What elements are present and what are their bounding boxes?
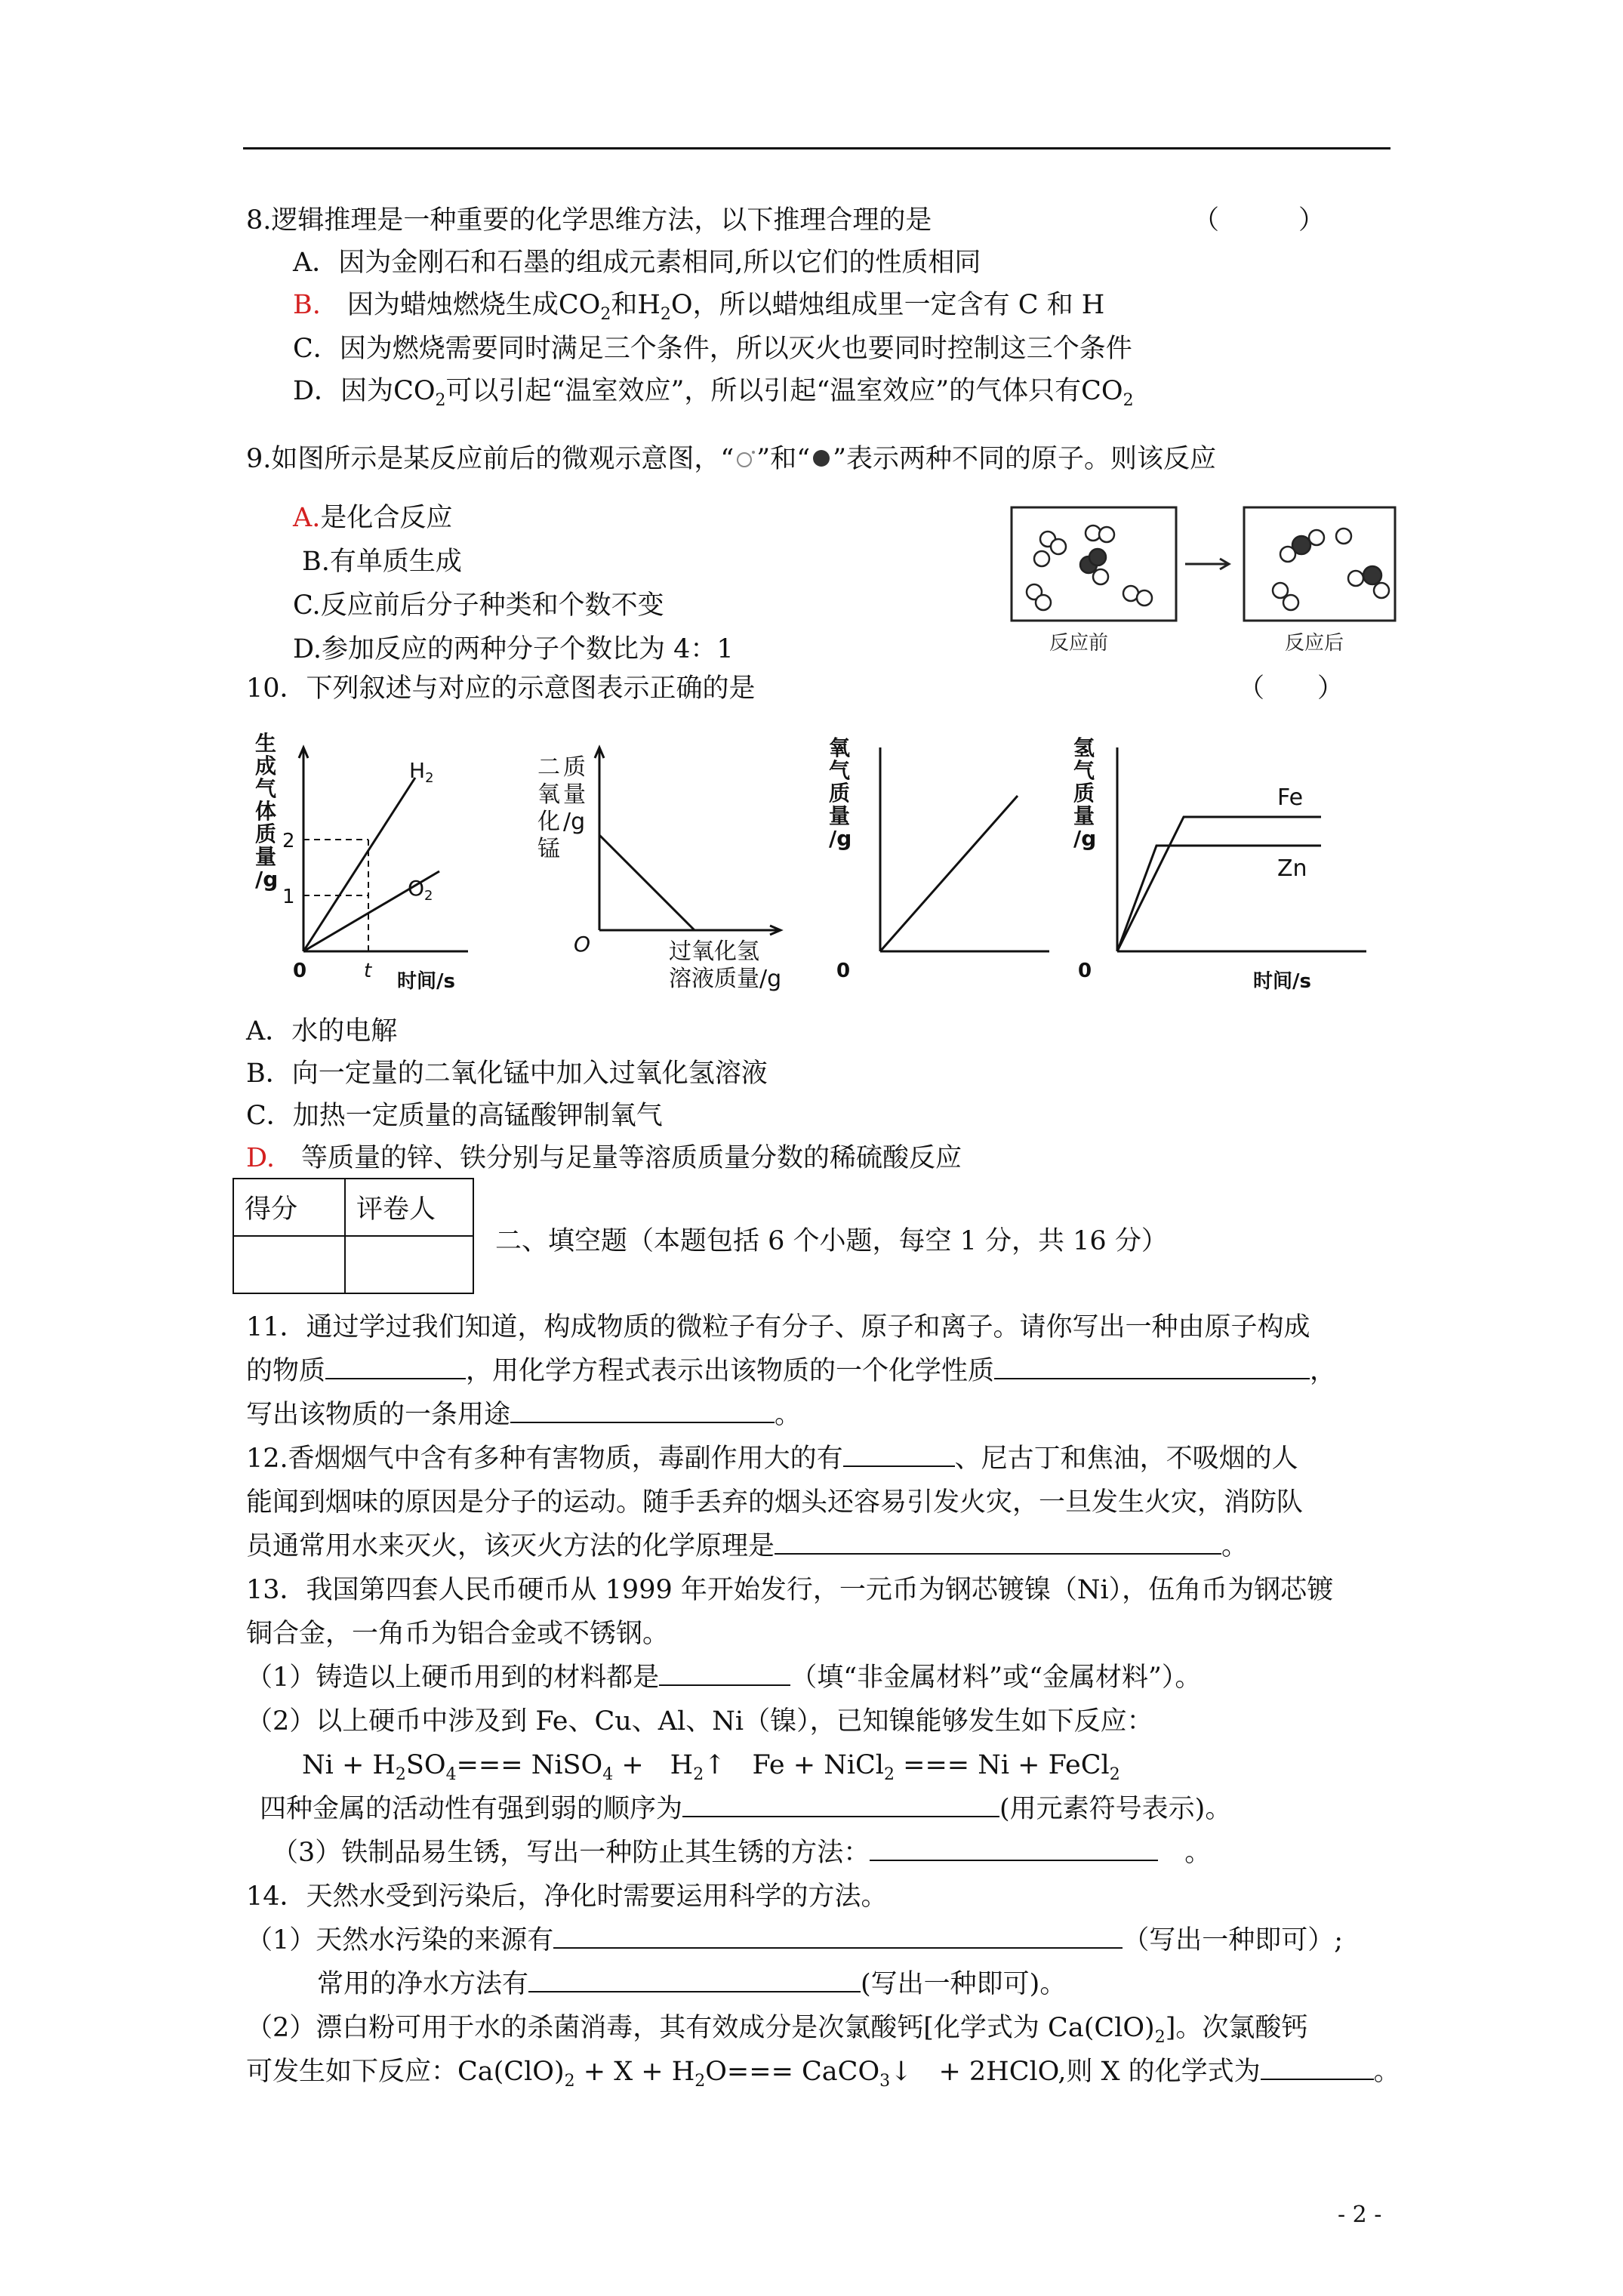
q14-part-2b: 可发生如下反应：$Ca(ClO)_2 + X + H_2O===$ CaCO$_3$↓ + 2HClO,则 X 的化学式为 。 — [246, 2057, 1400, 2091]
q11-line-2: 的物质 ，用化学方程式表示出该物质的一个化学性质 ， — [246, 1356, 1337, 1386]
graph-b-ylabel-1: 二 — [537, 754, 560, 781]
graph-a-ylabel: 生成气体质量/g — [255, 731, 279, 892]
score-header: 得分 — [233, 1179, 345, 1236]
q11-blank-use[interactable] — [510, 1399, 775, 1423]
black-atom-icon — [810, 448, 833, 470]
reaction-diagram — [1004, 498, 1412, 657]
graph-a-t-label: t — [364, 960, 372, 982]
q12-blank-harmful[interactable] — [843, 1443, 955, 1467]
q11-blank-substance[interactable] — [325, 1355, 466, 1379]
label-after: 反应后 — [1285, 632, 1344, 655]
graph-b-xlabel-2: 溶液质量/g — [669, 966, 782, 992]
graph-b-line — [599, 835, 694, 930]
q10-option-b: B．向一定量的二氧化锰中加入过氧化氢溶液 — [246, 1059, 768, 1089]
graph-d-zn-label: Zn — [1277, 855, 1307, 882]
graph-b-xlabel-1: 过氧化氢 — [669, 938, 759, 965]
graph-b-ylabel-6: 量 — [563, 781, 586, 808]
graph-b-ylabel-2: 氧 — [537, 781, 560, 808]
grader-header: 评卷人 — [345, 1179, 473, 1236]
graph-d-ylabel: 氢气质量/g — [1073, 735, 1097, 851]
q9-option-d: D.参加反应的两种分子个数比为 4：1 — [293, 634, 734, 664]
graph-d-hydrogen — [1072, 725, 1404, 997]
q13-part-2: （2）以上硬币中涉及到 Fe、Cu、Al、Ni（镍），已知镍能够发生如下反应： — [246, 1706, 1153, 1737]
graph-a-water-electrolysis — [249, 725, 476, 997]
graph-a-xlabel: 时间/s — [397, 970, 455, 993]
score-cell[interactable] — [233, 1236, 345, 1293]
q14-part-2: （2）漂白粉可用于水的杀菌消毒，其有效成分是次氯酸钙[化学式为 $Ca(ClO)_2$]。次氯酸钙 — [246, 2013, 1308, 2047]
q13-line-1: 13．我国第四套人民币硬币从 1999 年开始发行，一元币为钢芯镀镍（Ni），伍角币为钢芯镀 — [246, 1575, 1334, 1605]
graph-a-tick-1: 1 — [282, 886, 295, 908]
q10-option-c: C．加热一定质量的高锰酸钾制氧气 — [246, 1101, 663, 1131]
q8-option-b-letter: B. — [293, 290, 321, 320]
header-rule — [243, 147, 1390, 149]
q8-option-b: B. 因为蜡烛燃烧生成$CO_2$和$H_2O$，所以蜡烛组成里一定含有 C 和 H — [293, 290, 1105, 324]
q12-blank-principle[interactable] — [775, 1530, 1221, 1555]
graph-b-origin: O — [574, 932, 591, 957]
q13-blank-order[interactable] — [682, 1793, 999, 1817]
q13-line-2: 铜合金，一角币为铝合金或不锈钢。 — [246, 1619, 670, 1649]
graph-b-ylabel-4: 锰 — [537, 836, 560, 862]
q8-option-c: C．因为燃烧需要同时满足三个条件，所以灭火也要同时控制这三个条件 — [293, 334, 1132, 364]
after-box — [1244, 507, 1395, 621]
q9-option-b: B.有单质生成 — [302, 547, 462, 577]
q14-line-1: 14．天然水受到污染后，净化时需要运用科学的方法。 — [246, 1881, 888, 1912]
q11-line-1: 11．通过学过我们知道，构成物质的微粒子有分子、原子和离子。请你写出一种由原子构成 — [246, 1312, 1310, 1342]
graph-d-xlabel: 时间/s — [1253, 970, 1311, 993]
q13-equations: $Ni + H_2SO_4===$ NiSO$_4$ + $H_2↑$ Fe + NiCl$_2$ === Ni + FeCl$_2$ — [302, 1750, 1120, 1784]
q8-answer-paren: （ ） — [1193, 205, 1326, 236]
graph-d-fe-line — [1117, 817, 1321, 951]
before-molecules — [1027, 525, 1152, 610]
q13-blank-rust[interactable] — [870, 1837, 1158, 1861]
q9-option-c: C.反应前后分子种类和个数不变 — [293, 590, 664, 621]
graph-a-h2-line — [303, 778, 415, 951]
after-molecules — [1273, 529, 1389, 610]
graph-b-ylabel-3: 化 — [537, 809, 560, 835]
q13-part-2b: 四种金属的活动性有强到弱的顺序为 (用元素符号表示)。 — [260, 1794, 1232, 1824]
graph-c-ylabel: 氧气质量/g — [829, 735, 852, 851]
q12-line-1: 12.香烟烟气中含有多种有害物质，毒副作用大的有 、尼古丁和焦油，不吸烟的人 — [246, 1444, 1298, 1474]
q14-blank-source[interactable] — [553, 1925, 1123, 1949]
q8-option-d: D．因为$CO_2$可以引起“温室效应”，所以引起“温室效应”的气体只有$CO_2$ — [293, 376, 1134, 410]
page-number: - 2 - — [1338, 2202, 1382, 2228]
graph-a-h2-label: $H_2$ — [409, 758, 434, 786]
q10-option-d: D. 等质量的锌、铁分别与足量等溶质质量分数的稀硫酸反应 — [246, 1143, 962, 1173]
q8-option-a: A．因为金刚石和石墨的组成元素相同,所以它们的性质相同 — [293, 248, 981, 278]
q14-blank-formula[interactable] — [1261, 2056, 1374, 2080]
q14-part-1: （1）天然水污染的来源有 （写出一种即可）; — [246, 1925, 1344, 1955]
q10-stem: 10．下列叙述与对应的示意图表示正确的是 — [246, 673, 756, 704]
q9-stem: 9.如图所示是某反应前后的微观示意图，“ ”和“ ”表示两种不同的原子。则该反应 — [246, 444, 1216, 474]
label-before: 反应前 — [1049, 632, 1109, 655]
q13-part-3: （3）铁制品易生锈，写出一种防止其生锈的方法： 。 — [272, 1838, 1212, 1868]
graph-c-line — [880, 796, 1018, 951]
graph-b-mno2 — [521, 725, 823, 997]
graph-a-o2-label: $O_2$ — [408, 876, 433, 904]
graph-d-origin: 0 — [1078, 960, 1092, 982]
q13-part-1: （1）铸造以上硬币用到的材料都是 （填“非金属材料”或“金属材料”）。 — [246, 1663, 1202, 1693]
score-table — [233, 1178, 474, 1294]
white-atom-icon — [734, 448, 756, 470]
q12-line-3: 员通常用水来灭火，该灭火方法的化学原理是 。 — [246, 1531, 1249, 1561]
q9-option-a: A.是化合反应 — [293, 503, 453, 533]
q14-blank-method[interactable] — [528, 1968, 861, 1992]
graph-b-ylabel-7: /g — [563, 809, 586, 835]
q12-line-2: 能闻到烟味的原因是分子的运动。随手丢弃的烟头还容易引发火灾，一旦发生火灾，消防队 — [246, 1487, 1304, 1518]
q13-blank-material[interactable] — [659, 1662, 790, 1686]
q8-stem: 8.逻辑推理是一种重要的化学思维方法，以下推理合理的是 — [246, 205, 932, 236]
q14-part-1b: 常用的净水方法有 (写出一种即可)。 — [317, 1969, 1067, 1999]
graph-a-tick-2: 2 — [282, 830, 295, 852]
graph-c-origin: 0 — [836, 960, 851, 982]
grader-cell[interactable] — [345, 1236, 473, 1293]
q10-option-a: A．水的电解 — [246, 1016, 398, 1046]
graph-b-ylabel-5: 质 — [563, 754, 586, 781]
graph-a-origin: 0 — [293, 960, 307, 982]
graph-c-oxygen — [823, 725, 1064, 997]
q10-answer-paren: （ ） — [1238, 673, 1344, 704]
section-2-title: 二、填空题（本题包括 6 个小题，每空 1 分，共 16 分） — [495, 1226, 1168, 1256]
q11-line-3: 写出该物质的一条用途 。 — [246, 1400, 802, 1430]
q11-blank-equation[interactable] — [994, 1355, 1310, 1379]
graph-d-fe-label: Fe — [1277, 784, 1304, 811]
